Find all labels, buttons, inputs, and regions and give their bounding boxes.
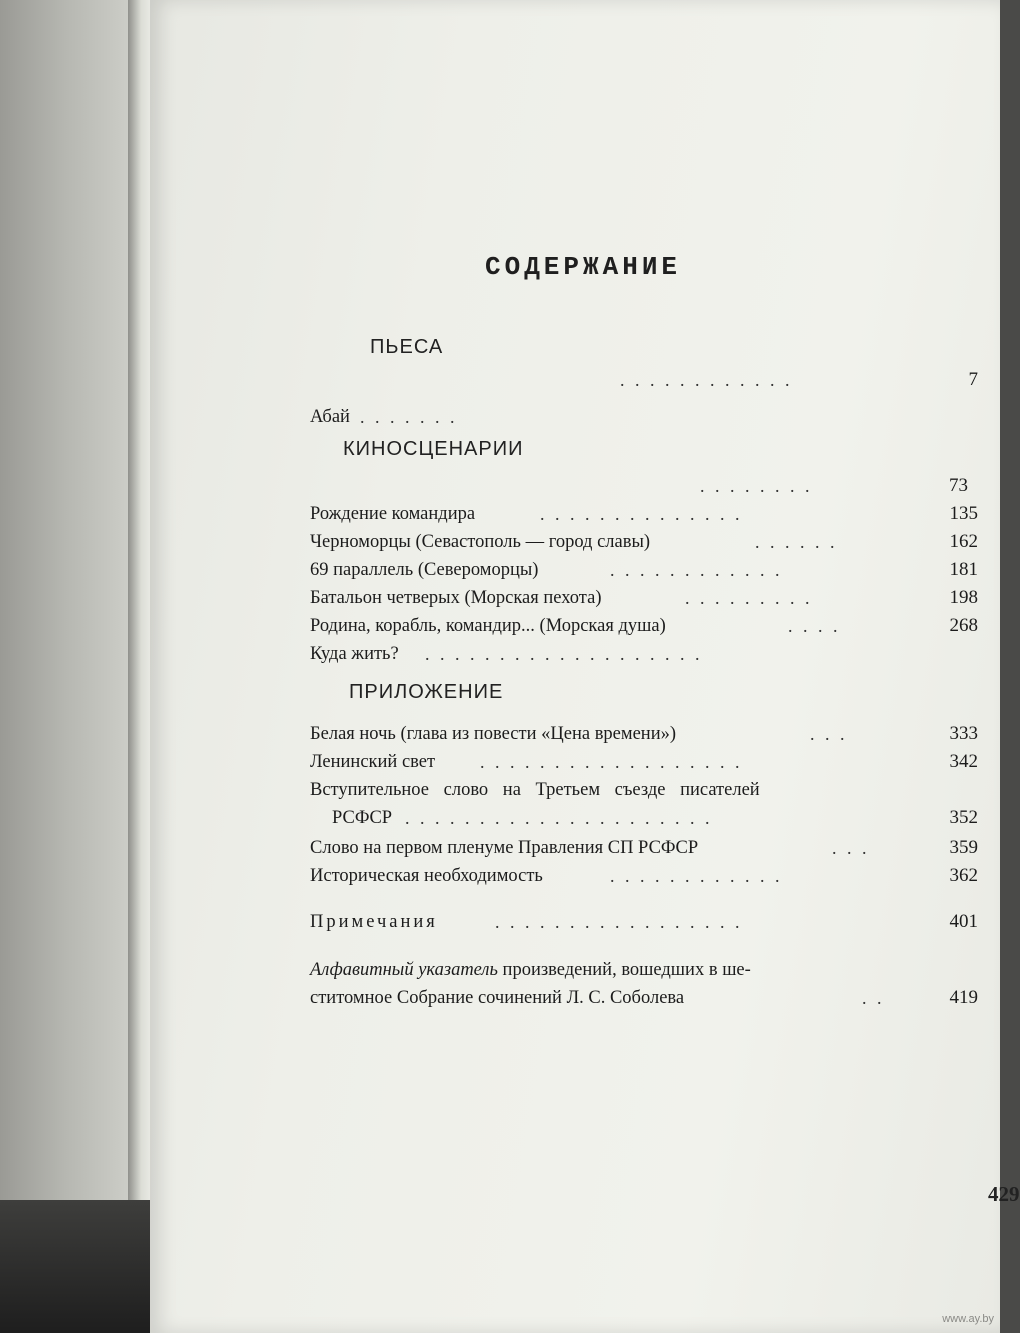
book-page: СОДЕРЖАНИЕ ПЬЕСА . . . . . . . . . . . . 7 Абай . . . . . . . КИНОСЦЕНАРИИ . . . . . . . . 73 Рождение командира . . . . . . . . . . . . . . 135 Черноморцы (Севастополь — город славы) . . . . . . 162 69 параллель (Североморцы) . . . . . . . . . . . . 181 Батальон четверых (Морская пехота) . . . . . . . . . 198 Родина, корабль, командир... (Морская душа) . . . . 268 Куда жить? . . . . . . . . . . . . . . . . . . . ПРИЛОЖЕНИЕ Белая ночь (глава из повести «Цена времени») . . . 333 Ленинский свет . . . . . . . . . . . . . . . . . . 342 Вступительное слово на Третьем съезде писателей РСФСР . . . . . . . . . . . . . . . . . . . . . 352 Слово на первом пленуме Правления СП РСФСР . . . 359 Историческая необходимость . . . . . . . . . . . . 362 Примечания . . . . . . . . . . . . . . . . . 401 Алфавитный указатель произведений, вошедших в ше- ститомное Собрание сочинений Л. С. Соболева . . 419 429	[150, 0, 1000, 1333]
toc-entry	[310, 956, 978, 984]
page-number: 135	[949, 503, 978, 524]
page-number: 268	[949, 615, 978, 636]
entry-title: Куда жить?	[310, 644, 399, 664]
entry-title: ститомное Собрание сочинений Л. С. Соболева	[310, 988, 685, 1008]
entry-title: Родина, корабль, командир... (Морская душа)	[310, 616, 666, 636]
entry-title: Батальон четверых (Морская пехота)	[310, 588, 602, 608]
page-number: 362	[949, 865, 978, 886]
toc-entry: Родина, корабль, командир... (Морская душа) . . . . 268	[310, 612, 978, 640]
page-folio-number: 429	[988, 1182, 1020, 1206]
entry-title: Абай	[310, 407, 350, 427]
page-edge	[128, 0, 150, 1333]
toc-entry: ститомное Собрание сочинений Л. С. Соболева . . 419	[310, 984, 978, 1012]
page-number: 401	[949, 911, 978, 932]
entry-title: Рождение командира	[310, 504, 476, 524]
toc-entry: Батальон четверых (Морская пехота) . . . . . . . . . 198	[310, 584, 978, 612]
page-number: 359	[949, 837, 978, 858]
section-heading-scripts: КИНОСЦЕНАРИИ	[343, 438, 524, 460]
page-number: 419	[949, 987, 978, 1008]
toc-entry: Примечания . . . . . . . . . . . . . . . . . 401	[310, 908, 978, 936]
toc-entry: Рождение командира . . . . . . . . . . . . . . 135	[310, 500, 978, 528]
entry-title: Ленинский свет	[310, 752, 436, 772]
toc-entry: РСФСР . . . . . . . . . . . . . . . . . . . . . 352	[310, 804, 978, 832]
page-number: 342	[949, 751, 978, 772]
toc-entry: 69 параллель (Североморцы) . . . . . . . . . . . . 181	[310, 556, 978, 584]
toc-entry	[310, 776, 978, 804]
toc-entry: Ленинский свет . . . . . . . . . . . . . . . . . . 342	[310, 748, 978, 776]
page-number: 333	[949, 723, 978, 744]
book-cover	[0, 1200, 150, 1333]
toc-entry: Черноморцы (Севастополь — город славы) . . . . . . 162	[310, 528, 978, 556]
entry-title: 69 параллель (Североморцы)	[310, 560, 539, 580]
toc-entry: Историческая необходимость . . . . . . . . . . . . 362	[310, 862, 978, 890]
entry-title: Примечания	[310, 912, 438, 932]
entry-title: Вступительное слово на Третьем съезде писателей	[310, 780, 760, 800]
entry-title: Черноморцы (Севастополь — город славы)	[310, 532, 651, 552]
page-number: 198	[949, 587, 978, 608]
page-title: СОДЕРЖАНИЕ	[485, 252, 682, 282]
section-heading-play: ПЬЕСА	[370, 336, 444, 358]
toc-entry: Куда жить? . . . . . . . . . . . . . . . . . . .	[310, 644, 703, 664]
entry-title: Слово на первом пленуме Правления СП РСФСР	[310, 838, 699, 858]
page-number: 181	[949, 559, 978, 580]
entry-title: Белая ночь (глава из повести «Цена времени»)	[310, 724, 677, 744]
section-heading-appendix: ПРИЛОЖЕНИЕ	[349, 681, 504, 703]
page-number: 162	[949, 531, 978, 552]
entry-title: РСФСР	[332, 808, 393, 828]
toc-entry: Белая ночь (глава из повести «Цена времени») . . . 333	[310, 720, 978, 748]
page-number: 352	[949, 807, 978, 828]
page-number: 7	[968, 369, 978, 390]
toc-entry: Абай . . . . . . .	[310, 407, 458, 427]
page-number: 73	[949, 475, 968, 496]
entry-title-italic: Алфавитный указатель	[310, 960, 498, 980]
entry-title: произведений, вошедших в ше-	[497, 960, 751, 980]
entry-title: Историческая необходимость	[310, 866, 543, 886]
watermark: www.ay.by	[942, 1313, 994, 1325]
toc-entry: Слово на первом пленуме Правления СП РСФСР . . . 359	[310, 834, 978, 862]
